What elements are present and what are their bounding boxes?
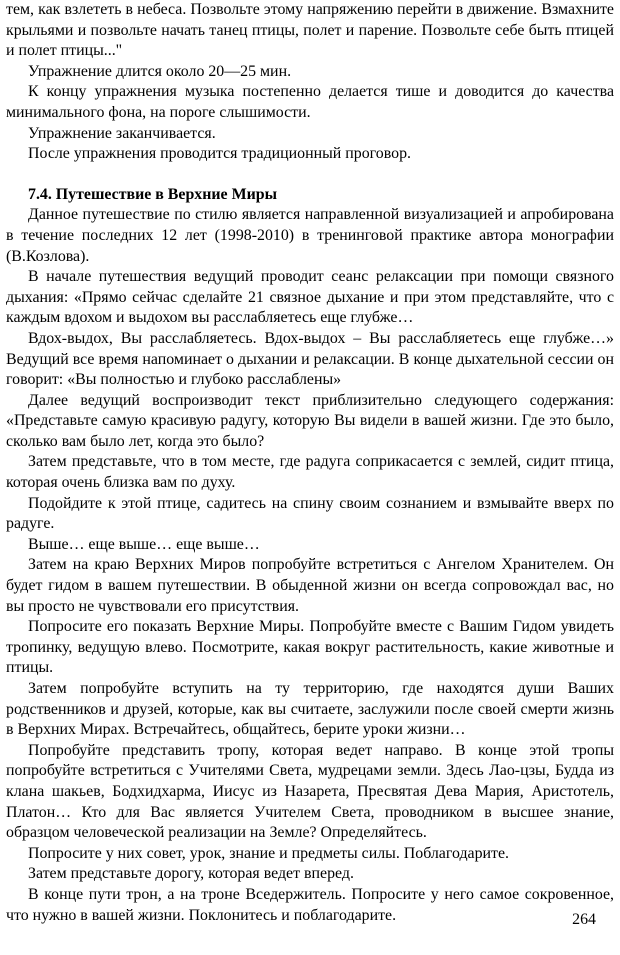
page-text [6,0,614,926]
paragraph: Подойдите к этой птице, садитесь на спину своим сознанием и взмывайте вверх по радуге. [6,494,614,533]
section-heading: 7.4. Путешествие в Верхние Миры [28,185,277,203]
paragraph: Затем представьте, что в том месте, где радуга соприкасается с землей, сидит птица, которая очень близка вам по духу. [6,453,614,492]
page-number: 264 [572,911,596,928]
paragraph: Попросите у них совет, урок, знание и предметы силы. Поблагодарите. [28,844,510,862]
paragraph: тем, как взлететь в небеса. Позвольте этому напряжению перейти в движение. Взмахните крыльями и позвольте начать танец птицы, полет и парение. Позвольте себе быть птицей и полет птицы..." [6,1,614,60]
paragraph: Затем попробуйте вступить на ту территорию, где находятся души Ваших родственников и друзей, которые, как вы считаете, заслужили после своей смерти жизнь в Верхних Мирах. Встречайтесь, общайтесь, берите уроки жизни… [6,680,614,739]
paragraph: Попробуйте представить тропу, которая ведет направо. В конце этой тропы попробуйте встретиться с Учителями Света, мудрецами земли. Здесь Лао-цзы, Будда из клана шакьев, Бодхидхарма, Иисус из Назарета, Пресвятая Дева Мария, Аристотель, Платон… Кто для Вас является Учителем Света, проводником в высшее знание, образцом человеческой реализации на Земле? Определяйтесь. [6,741,614,842]
paragraph: Вдох-выдох, Вы расслабляетесь. Вдох-выдох – Вы расслабляетесь еще глубже…» Ведущий все время напоминает о дыхании и релаксации. В конце дыхательной сессии он говорит: «Вы полностью и глубоко расслаблены» [6,329,614,389]
paragraph: Упражнение длится около 20—25 мин. [28,62,292,80]
paragraph: Затем на краю Верхних Миров попробуйте встретиться с Ангелом Хранителем. Он будет гидом в вашем путешествии. В обыденной жизни он всегда сопровождал вас, но вы просто не чувствовали его присутствия. [6,556,614,615]
paragraph: Далее ведущий воспроизводит текст приблизительно следующего содержания: «Представьте самую красивую радугу, которую Вы видели в вашей жизни. Где это было, сколько вам было лет, когда это было? [6,391,614,450]
paragraph: В конце пути трон, а на троне Вседержитель. Попросите у него самое сокровенное, что нужно в вашей жизни. Поклонитесь и поблагодарите. [6,885,614,924]
paragraph: Затем представьте дорогу, которая ведет вперед. [28,865,354,883]
paragraph: После упражнения проводится традиционный проговор. [28,145,411,163]
paragraph: В начале путешествия ведущий проводит сеанс релаксации при помощи связного дыхания: «Прямо сейчас сделайте 21 связное дыхание и при этом представляйте, что с каждым вдохом и выдохом вы расслабляетесь еще глубже… [6,268,614,327]
paragraph: Попросите его показать Верхние Миры. Попробуйте вместе с Вашим Гидом увидеть тропинку, ведущую влево. Посмотрите, какая вокруг растительность, какие животные и птицы. [6,618,614,677]
paragraph: К концу упражнения музыка постепенно делается тише и доводится до качества минимального фона, на пороге слышимости. [6,83,614,121]
paragraph: Данное путешествие по стилю является направленной визуализацией и апробирована в течение последних 12 лет (1998-2010) в тренинговой практике автора монографии (В.Козлова). [6,206,614,265]
paragraph: Выше… еще выше… еще выше… [28,535,260,553]
paragraph: Упражнение заканчивается. [28,124,216,142]
